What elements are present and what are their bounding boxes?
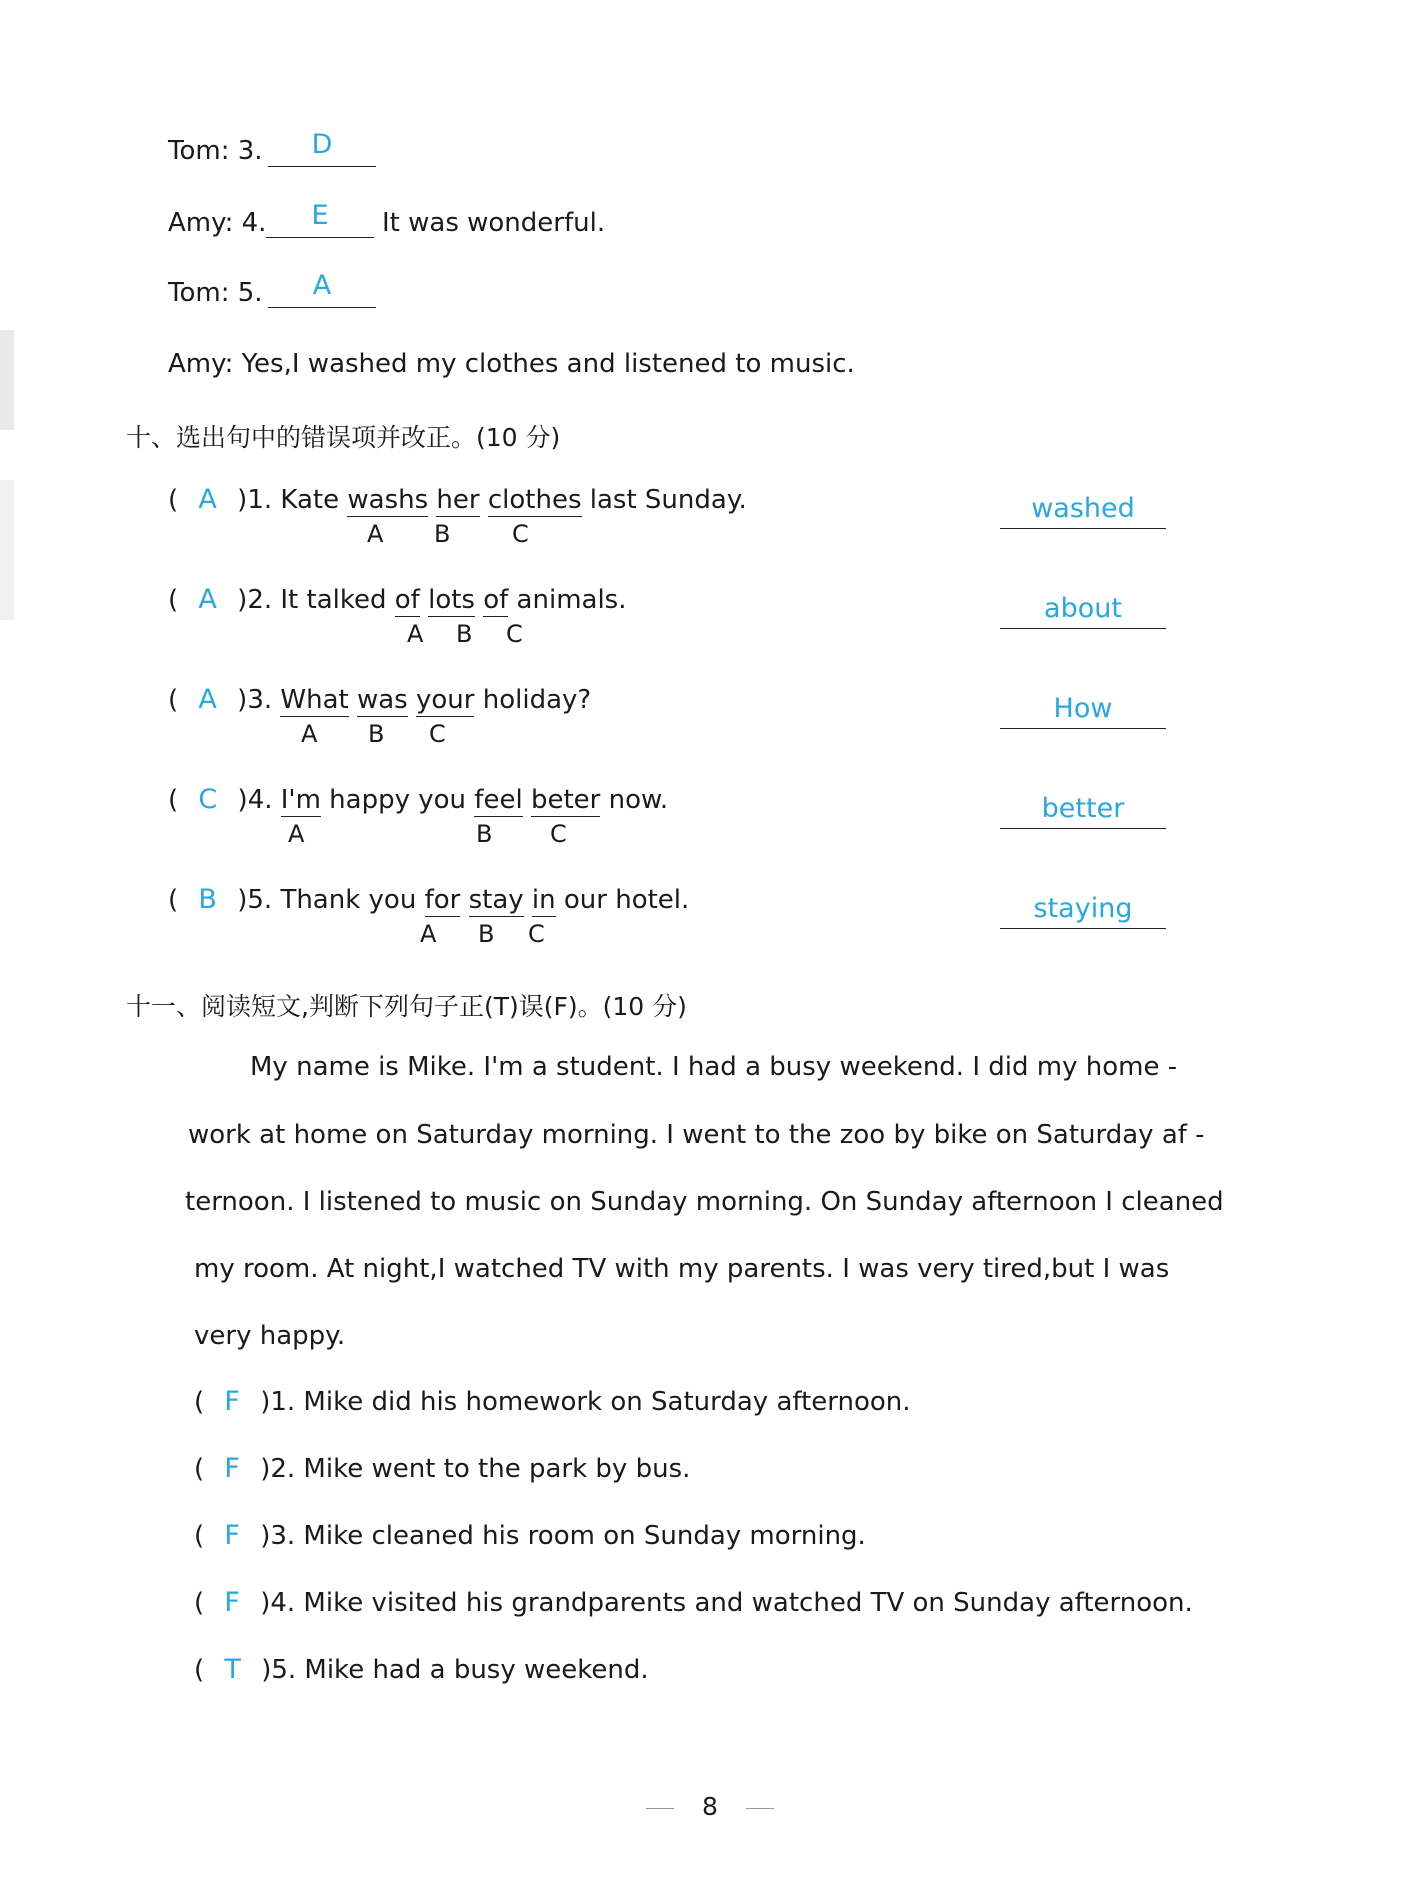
- page-number: 8: [0, 1792, 1420, 1821]
- option-label-b: B: [476, 820, 493, 848]
- page-number-dash-right: [746, 1808, 774, 1809]
- page-number-dash-left: [646, 1808, 674, 1809]
- option-label-b: B: [478, 920, 495, 948]
- passage-line-5: very happy.: [194, 1321, 346, 1351]
- dialogue-line-3: Tom: 3.: [168, 136, 263, 166]
- dialogue-blank-4[interactable]: [266, 200, 374, 238]
- option-label-a: A: [288, 820, 305, 848]
- error-item-3: ( A )3. What was your holiday?: [168, 684, 592, 715]
- error-item-5: ( B )5. Thank you for stay in our hotel.: [168, 884, 690, 915]
- dialogue-blank-5[interactable]: [268, 270, 376, 308]
- option-label-c: C: [429, 720, 446, 748]
- answer-mark: F: [224, 1520, 240, 1551]
- tf-item-4: ( F )4. Mike visited his grandparents and watched TV on Sunday afternoon.: [194, 1587, 1193, 1618]
- correction-text: staying: [1033, 893, 1133, 924]
- answer-mark: F: [224, 1453, 240, 1484]
- option-label-c: C: [506, 620, 523, 648]
- option-label-a: A: [367, 520, 384, 548]
- tf-item-5: ( T )5. Mike had a busy weekend.: [194, 1654, 649, 1685]
- option-label-b: B: [434, 520, 451, 548]
- dialogue-line-4: Amy: 4.: [168, 208, 267, 238]
- answer-mark: A: [198, 684, 217, 715]
- section-11-heading: 十一、阅读短文,判断下列句子正(T)误(F)。(10 分): [126, 992, 687, 1021]
- answer-mark: A: [198, 584, 217, 615]
- dialogue-blank-3[interactable]: [268, 129, 376, 167]
- dialogue-line-4-after: It was wonderful.: [382, 208, 606, 238]
- correction-blank-3[interactable]: [1000, 693, 1166, 729]
- answer-mark: A: [198, 484, 217, 515]
- option-label-a: A: [420, 920, 437, 948]
- page-edge-shadow: [0, 480, 14, 620]
- correction-blank-1[interactable]: [1000, 493, 1166, 529]
- correction-text: washed: [1031, 493, 1135, 524]
- passage-line-3: ternoon. I listened to music on Sunday morning. On Sunday afternoon I cleaned: [185, 1187, 1224, 1217]
- answer-mark: D: [311, 129, 333, 160]
- correction-text: about: [1044, 593, 1122, 624]
- error-item-1: ( A )1. Kate washs her clothes last Sunday.: [168, 484, 747, 515]
- option-label-b: B: [368, 720, 385, 748]
- tf-item-2: ( F )2. Mike went to the park by bus.: [194, 1453, 691, 1484]
- correction-text: better: [1041, 793, 1125, 824]
- tf-item-3: ( F )3. Mike cleaned his room on Sunday morning.: [194, 1520, 866, 1551]
- dialogue-line-5: Tom: 5.: [168, 278, 263, 308]
- answer-mark: F: [224, 1587, 240, 1618]
- option-label-a: A: [407, 620, 424, 648]
- answer-mark: F: [224, 1386, 240, 1417]
- passage-line-1: My name is Mike. I'm a student. I had a busy weekend. I did my home -: [250, 1052, 1178, 1082]
- correction-text: How: [1053, 693, 1113, 724]
- option-label-b: B: [456, 620, 473, 648]
- answer-mark: B: [198, 884, 217, 915]
- option-label-a: A: [301, 720, 318, 748]
- answer-mark: E: [311, 200, 329, 231]
- option-label-c: C: [512, 520, 529, 548]
- correction-blank-5[interactable]: [1000, 893, 1166, 929]
- passage-line-4: my room. At night,I watched TV with my parents. I was very tired,but I was: [194, 1254, 1170, 1284]
- tf-item-1: ( F )1. Mike did his homework on Saturday afternoon.: [194, 1386, 911, 1417]
- error-item-2: ( A )2. It talked of lots of animals.: [168, 584, 627, 615]
- answer-mark: T: [224, 1654, 241, 1685]
- option-label-c: C: [550, 820, 567, 848]
- answer-mark: C: [198, 784, 218, 815]
- answer-mark: A: [312, 270, 332, 301]
- correction-blank-2[interactable]: [1000, 593, 1166, 629]
- dialogue-line-amy: Amy: Yes,I washed my clothes and listened to music.: [168, 349, 855, 379]
- error-item-4: ( C )4. I'm happy you feel beter now.: [168, 784, 669, 815]
- section-10-heading: 十、选出句中的错误项并改正。(10 分): [126, 423, 561, 452]
- page-edge-shadow: [0, 330, 14, 430]
- correction-blank-4[interactable]: [1000, 793, 1166, 829]
- option-label-c: C: [528, 920, 545, 948]
- passage-line-2: work at home on Saturday morning. I went to the zoo by bike on Saturday af -: [188, 1120, 1205, 1150]
